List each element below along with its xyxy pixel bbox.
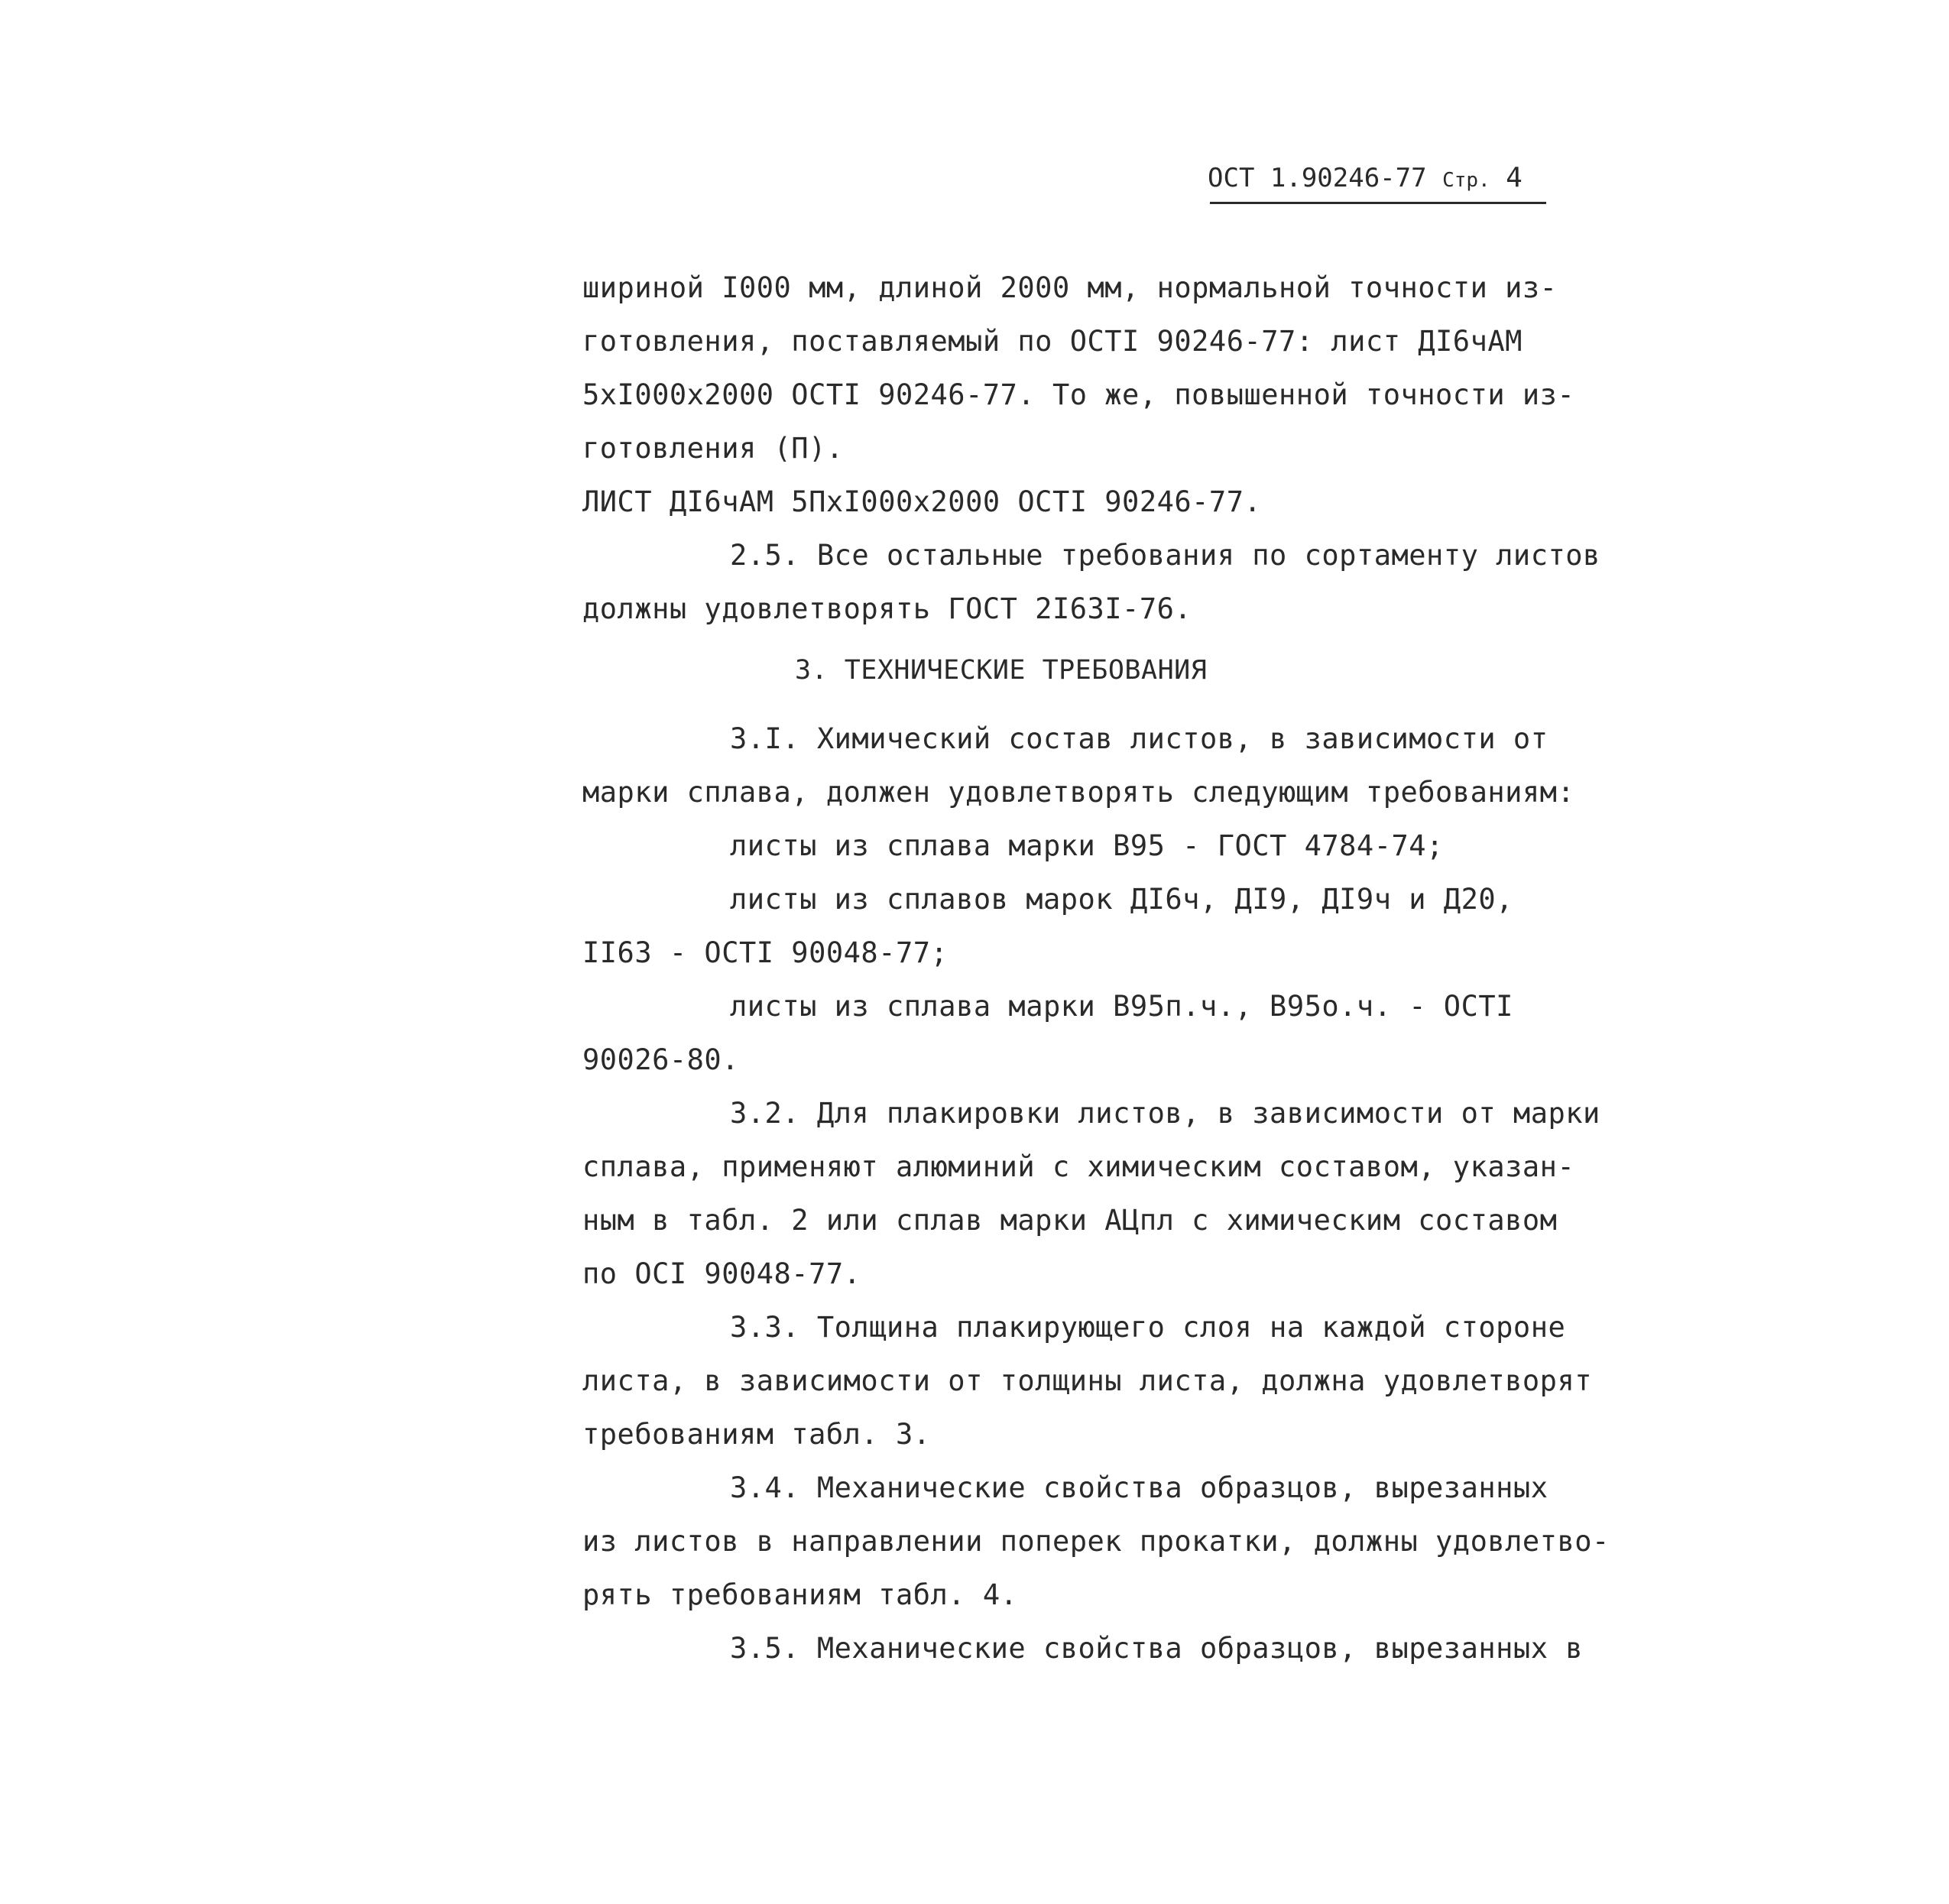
text-line: из листов в направлении поперек прокатки, должны удовлетво- xyxy=(582,1525,1610,1558)
text-line: ЛИСТ ДI6чАМ 5ПхI000х2000 ОСТI 90246-77. xyxy=(582,485,1262,518)
text-line: 3.4. Механические свойства образцов, вырезанных xyxy=(730,1471,1548,1504)
text-line: сплава, применяют алюминий с химическим составом, указан- xyxy=(582,1150,1575,1183)
page-label: Стр. xyxy=(1442,169,1490,192)
text-line: марки сплава, должен удовлетворять следующим требованиям: xyxy=(582,776,1575,809)
text-line: 90026-80. xyxy=(582,1043,739,1076)
header-underline xyxy=(1210,202,1546,204)
text-line: листа, в зависимости от толщины листа, должна удовлетворят xyxy=(582,1364,1593,1397)
text-line: готовления, поставляемый по ОСТI 90246-77: лист ДI6чАМ xyxy=(582,325,1523,358)
text-line: 3.2. Для плакировки листов, в зависимости от марки xyxy=(730,1097,1600,1130)
text-line: по ОСI 90048-77. xyxy=(582,1257,861,1290)
text-line: 3.5. Механические свойства образцов, вырезанных в xyxy=(730,1632,1584,1665)
page-number: 4 xyxy=(1506,162,1523,193)
standard-code: ОСТ 1.90246-77 xyxy=(1208,163,1427,193)
page-header xyxy=(1208,162,1544,208)
text-line: 2.5. Все остальные требования по сортаменту листов xyxy=(730,539,1600,572)
text-line: 5хI000х2000 ОСТI 90246-77. То же, повышенной точности из- xyxy=(582,378,1575,411)
text-line: шириной I000 мм, длиной 2000 мм, нормальной точности из- xyxy=(582,271,1558,304)
text-line: 3.3. Толщина плакирующего слоя на каждой стороне xyxy=(730,1311,1566,1344)
text-line: листы из сплавов марок ДI6ч, ДI9, ДI9ч и Д20, xyxy=(730,883,1513,916)
text-line: готовления (П). xyxy=(582,432,844,465)
text-line: требованиям табл. 3. xyxy=(582,1418,931,1451)
text-line: 3.I. Химический состав листов, в зависимости от xyxy=(730,722,1548,755)
text-line: рять требованиям табл. 4. xyxy=(582,1578,1018,1611)
text-line: листы из сплава марки В95п.ч., В95о.ч. - ОСТI xyxy=(730,990,1513,1023)
text-line: должны удовлетворять ГОСТ 2I63I-76. xyxy=(582,592,1192,625)
text-line: листы из сплава марки В95 - ГОСТ 4784-74; xyxy=(730,829,1444,862)
text-line: ным в табл. 2 или сплав марки АЦпл с химическим составом xyxy=(582,1204,1558,1237)
text-line: II63 - ОСТI 90048-77; xyxy=(582,936,949,969)
section-heading: 3. ТЕХНИЧЕСКИЕ ТРЕБОВАНИЯ xyxy=(795,655,1208,686)
